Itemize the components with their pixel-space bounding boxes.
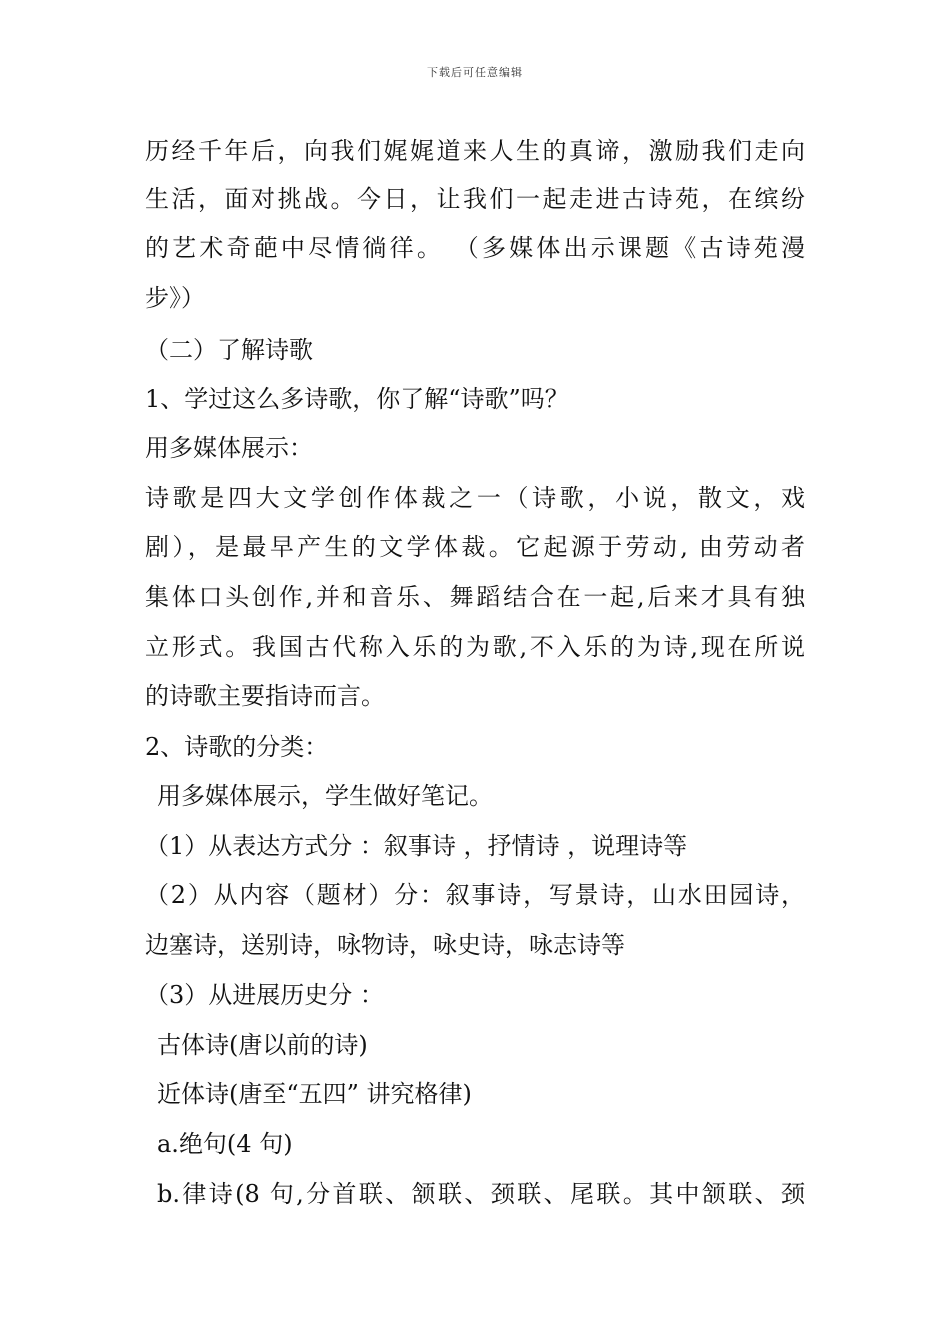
- list-subitem: b.律诗(8 句,分首联、颔联、颈联、尾联。其中颔联、颈: [157, 1180, 805, 1208]
- section-heading: （二）了解诗歌: [145, 336, 313, 364]
- question-line: 2、诗歌的分类：: [145, 733, 329, 761]
- paragraph-line: 的诗歌主要指诗而言。: [145, 682, 385, 710]
- list-item: （2）从内容（题材）分：叙事诗，写景诗，山水田园诗，: [145, 881, 805, 909]
- paragraph-line: 用多媒体展示：: [145, 434, 313, 462]
- list-subitem: a.绝句(4 句): [157, 1130, 293, 1158]
- paragraph-line: 剧），是最早产生的文学体裁。它起源于劳动, 由劳动者: [145, 533, 805, 561]
- paragraph-line: 生活，面对挑战。今日，让我们一起走进古诗苑，在缤纷: [145, 185, 805, 213]
- paragraph-line: 用多媒体展示，学生做好笔记。: [157, 782, 493, 810]
- list-subitem: 古体诗(唐以前的诗): [157, 1031, 368, 1059]
- paragraph-line: 的艺术奇葩中尽情徜徉。 （多媒体出示课题《古诗苑漫: [145, 234, 805, 262]
- page-header: 下载后可任意编辑: [427, 66, 523, 79]
- paragraph-line: 历经千年后，向我们娓娓道来人生的真谛，激励我们走向: [145, 137, 805, 165]
- question-line: 1、学过这么多诗歌，你了解“诗歌”吗？: [145, 385, 569, 413]
- list-item: （1）从表达方式分 ：叙事诗 ，抒情诗 ，说理诗等: [145, 832, 688, 860]
- paragraph-line: 诗歌是四大文学创作体裁之一（诗歌，小说，散文，戏: [145, 484, 805, 512]
- paragraph-line: 步》）: [145, 284, 205, 312]
- list-item: （3）从进展历史分 ：: [145, 981, 384, 1009]
- paragraph-line: 集体口头创作,并和音乐、舞蹈结合在一起,后来才具有独: [145, 583, 805, 611]
- paragraph-line: 立形式。我国古代称入乐的为歌,不入乐的为诗,现在所说: [145, 633, 805, 661]
- list-item-continued: 边塞诗，送别诗，咏物诗，咏史诗，咏志诗等: [145, 931, 625, 959]
- list-subitem: 近体诗(唐至“五四” 讲究格律): [157, 1080, 472, 1108]
